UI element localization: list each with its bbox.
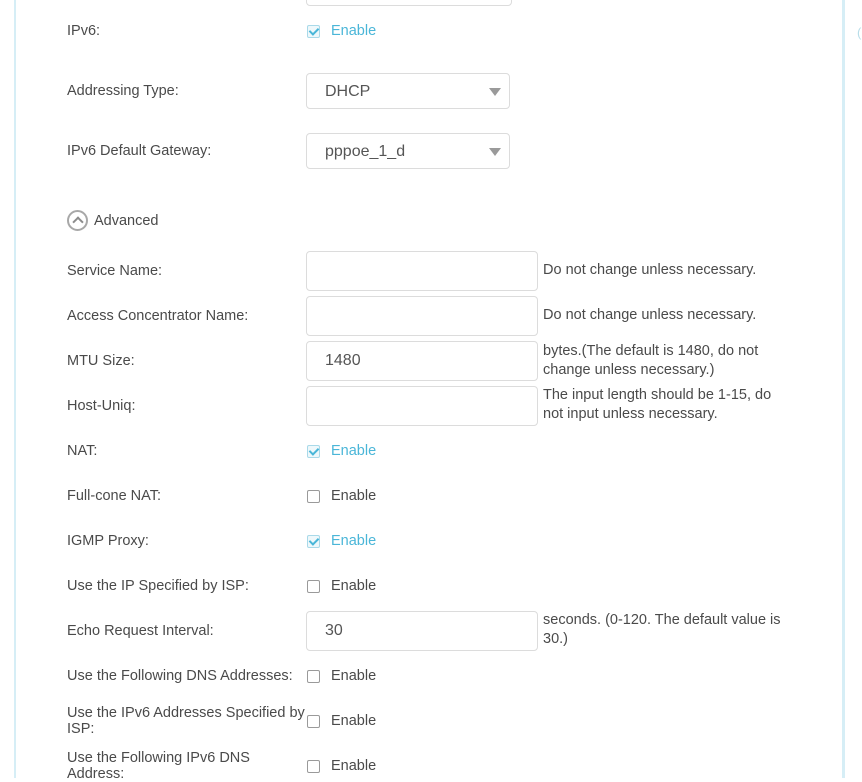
ipv6-gateway-value: pppoe_1_d	[325, 143, 406, 160]
dns-enable-checkbox[interactable]	[307, 668, 376, 684]
host-uniq-label: Host-Uniq:	[67, 398, 136, 414]
dropdown-arrow-icon	[489, 148, 501, 156]
panel-left-border	[14, 0, 16, 778]
isp-ip-label: Use the IP Specified by ISP:	[67, 578, 249, 594]
ipv6-dns-label: Use the Following IPv6 DNS Address:	[67, 750, 250, 782]
checkbox-unchecked-icon[interactable]	[307, 715, 320, 728]
panel-right-border[interactable]	[842, 0, 845, 778]
ipv6-isp-enable-checkbox[interactable]	[307, 713, 376, 729]
ipv6-enable-checkbox[interactable]	[307, 23, 376, 39]
echo-interval-input[interactable]	[306, 611, 538, 651]
mtu-input[interactable]	[306, 341, 538, 381]
checkbox-unchecked-icon[interactable]	[307, 670, 320, 683]
nat-label: NAT:	[67, 443, 98, 459]
ipv6-gateway-label: IPv6 Default Gateway:	[67, 143, 212, 159]
fullcone-nat-enable-label: Enable	[331, 488, 377, 504]
echo-interval-label: Echo Request Interval:	[67, 623, 214, 639]
ipv6-isp-label: Use the IPv6 Addresses Specified by ISP:	[67, 705, 305, 737]
advanced-toggle[interactable]	[67, 210, 159, 231]
mtu-label: MTU Size:	[67, 353, 135, 369]
igmp-proxy-label: IGMP Proxy:	[67, 533, 149, 549]
fullcone-nat-enable-checkbox[interactable]	[307, 488, 376, 504]
igmp-proxy-enable-checkbox[interactable]	[307, 533, 376, 549]
service-name-input[interactable]	[306, 251, 538, 291]
addressing-type-label: Addressing Type:	[67, 83, 179, 99]
isp-ip-enable-label: Enable	[331, 578, 377, 594]
checkbox-checked-icon[interactable]	[307, 25, 320, 38]
addressing-type-select[interactable]	[306, 73, 510, 109]
host-uniq-hint: The input length should be 1-15, do not input unless necessary.	[543, 387, 772, 422]
checkbox-checked-icon[interactable]	[307, 535, 320, 548]
ipv6-gateway-select[interactable]	[306, 133, 510, 169]
ipv6-isp-enable-label: Enable	[331, 713, 377, 729]
ipv6-dns-enable-label: Enable	[331, 758, 377, 774]
ipv6-label: IPv6:	[67, 23, 101, 39]
echo-interval-hint: seconds. (0-120. The default value is 30.)	[543, 612, 781, 647]
checkbox-checked-icon[interactable]	[307, 445, 320, 458]
chevron-up-circle-icon[interactable]	[67, 210, 88, 231]
dropdown-arrow-icon	[489, 88, 501, 96]
host-uniq-input[interactable]	[306, 386, 538, 426]
checkbox-unchecked-icon[interactable]	[307, 580, 320, 593]
nat-enable-checkbox[interactable]	[307, 443, 376, 459]
dns-enable-label: Enable	[331, 668, 377, 684]
igmp-proxy-enable-label: Enable	[331, 533, 377, 549]
checkbox-unchecked-icon[interactable]	[307, 760, 320, 773]
ac-name-hint: Do not change unless necessary.	[543, 307, 757, 323]
mtu-hint: bytes.(The default is 1480, do not change unless necessary.)	[543, 343, 759, 378]
service-name-label: Service Name:	[67, 263, 163, 279]
advanced-label: Advanced	[94, 212, 159, 229]
ipv6-dns-enable-checkbox[interactable]	[307, 758, 376, 774]
addressing-type-value: DHCP	[325, 83, 371, 100]
previous-field-edge[interactable]	[306, 0, 512, 6]
ipv6-enable-label: Enable	[331, 23, 377, 39]
ac-name-label: Access Concentrator Name:	[67, 308, 249, 324]
dns-label: Use the Following DNS Addresses:	[67, 668, 293, 684]
isp-ip-enable-checkbox[interactable]	[307, 578, 376, 594]
checkbox-unchecked-icon[interactable]	[307, 490, 320, 503]
ac-name-input[interactable]	[306, 296, 538, 336]
service-name-hint: Do not change unless necessary.	[543, 262, 757, 278]
edge-indicator-icon: (	[857, 25, 862, 40]
nat-enable-label: Enable	[331, 443, 377, 459]
fullcone-nat-label: Full-cone NAT:	[67, 488, 162, 504]
